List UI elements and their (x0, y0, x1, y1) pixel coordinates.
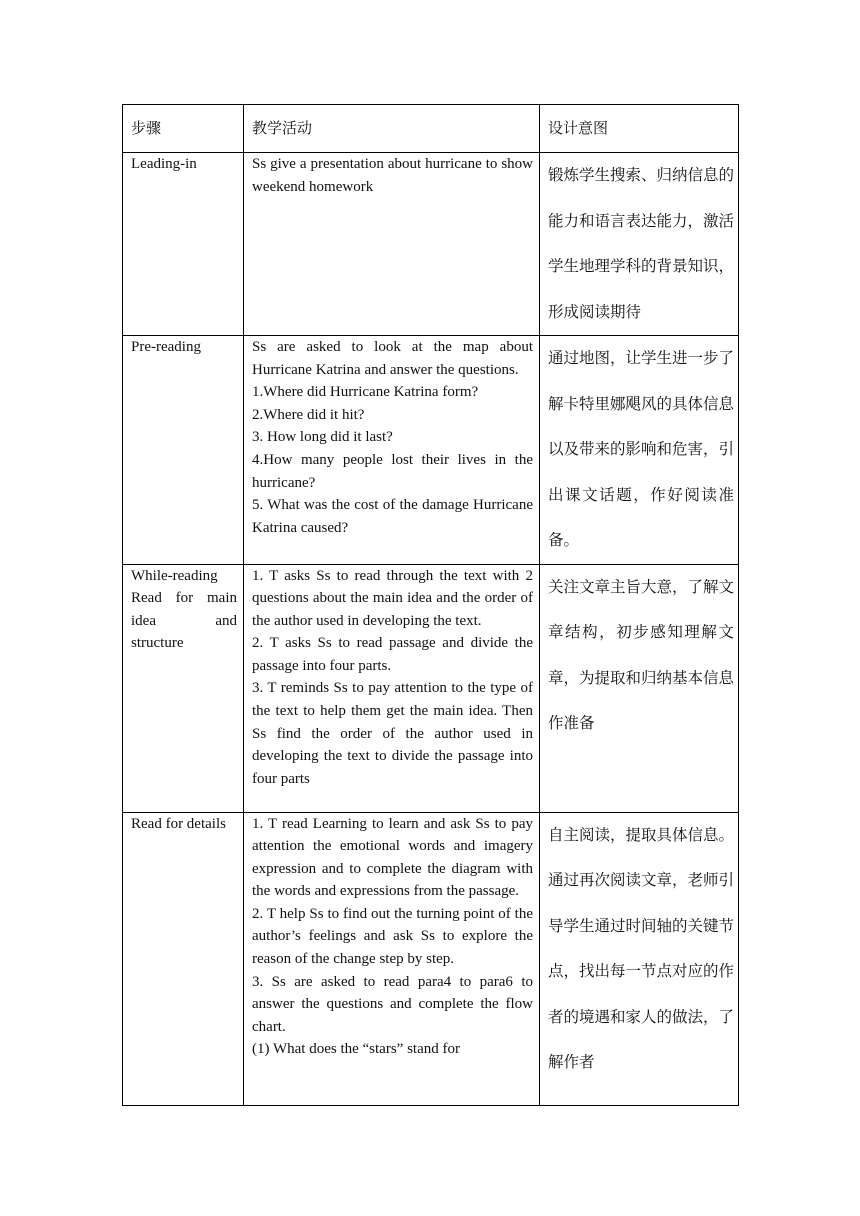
step-label: Read for details (131, 815, 226, 832)
step-cell (123, 564, 244, 812)
activity-cell (244, 564, 540, 812)
header-step-cell (123, 105, 244, 153)
activity-cell (244, 812, 540, 1105)
activity-item: 2. T help Ss to find out the turning point of the author’s feelings and ask Ss to explore the reason of the change step by step. (252, 905, 533, 968)
table-header-row (123, 105, 739, 153)
intent-text: 锻炼学生搜索、归纳信息的能力和语言表达能力，激活学生地理学科的背景知识，形成阅读期待 (548, 166, 735, 321)
header-intent-cell (540, 105, 739, 153)
question-item: 5. What was the cost of the damage Hurricane Katrina caused? (252, 497, 533, 536)
activity-item: (1) What does the “stars” stand for (252, 1041, 460, 1058)
activity-item: 1. T read Learning to learn and ask Ss to pay attention the emotional words and imagery expression and to complete the diagram with the words and expressions from the passage. (252, 815, 533, 900)
intent-text: 通过地图，让学生进一步了解卡特里娜飓风的具体信息以及带来的影响和危害，引出课文话题，作好阅读准备。 (548, 349, 735, 549)
table-row (123, 336, 739, 565)
intent-cell (540, 153, 739, 336)
activity-text: Ss are asked to look at the map about Hurricane Katrina and answer the questions. (252, 339, 533, 378)
lesson-plan-table (122, 104, 739, 1106)
header-activity: 教学活动 (252, 119, 313, 137)
step-cell (123, 153, 244, 336)
intent-cell (540, 812, 739, 1105)
step-label: Leading-in (131, 156, 197, 172)
step-cell (123, 336, 244, 565)
table-row (123, 153, 739, 336)
activity-cell (244, 336, 540, 565)
intent-text: 自主阅读，提取具体信息。通过再次阅读文章，老师引导学生通过时间轴的关键节点，找出每一节点对应的作者的境遇和家人的做法，了解作者 (548, 825, 735, 1071)
step-cell (123, 812, 244, 1105)
activity-text: Ss give a presentation about hurricane to show weekend homework (252, 156, 533, 195)
question-item: 1.Where did Hurricane Katrina form? (252, 384, 479, 401)
step-label: Pre-reading (131, 339, 201, 355)
header-step: 步骤 (131, 119, 162, 137)
intent-cell (540, 336, 739, 565)
table-row (123, 812, 739, 1105)
header-activity-cell (244, 105, 540, 153)
step-sublabel: Read for main idea and structure (131, 590, 237, 652)
header-intent: 设计意图 (548, 119, 609, 137)
activity-item: 2. T asks Ss to read passage and divide the passage into four parts. (252, 635, 533, 674)
activity-cell (244, 153, 540, 336)
step-label: While-reading (131, 567, 218, 584)
intent-text: 关注文章主旨大意，了解文章结构，初步感知理解文章，为提取和归纳基本信息作准备 (548, 577, 735, 732)
activity-item: 3. T reminds Ss to pay attention to the type of the text to help them get the main idea. Then Ss find the order of the author used in developing the text to divide the passage into four parts (252, 680, 533, 787)
activity-item: 1. T asks Ss to read through the text with 2 questions about the main idea and the order of the author used in developing the text. (252, 567, 533, 629)
question-item: 4.How many people lost their lives in the hurricane? (252, 451, 533, 491)
question-item: 2.Where did it hit? (252, 406, 365, 423)
question-item: 3. How long did it last? (252, 429, 393, 446)
activity-item: 3. Ss are asked to read para4 to para6 to answer the questions and complete the flow chart. (252, 973, 533, 1035)
table-row (123, 564, 739, 812)
intent-cell (540, 564, 739, 812)
